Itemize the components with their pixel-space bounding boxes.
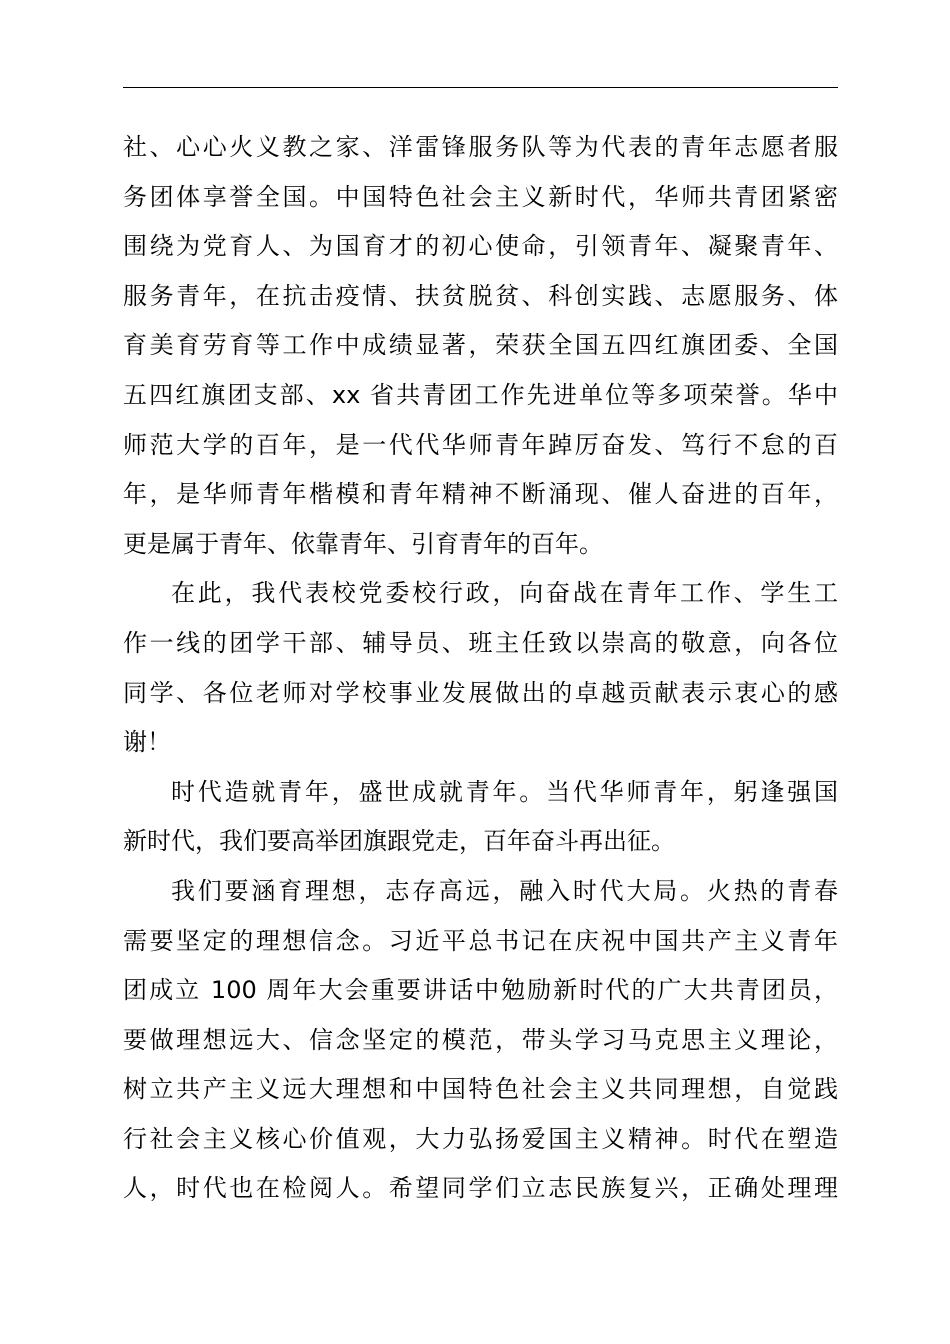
text-line: 更是属于青年、依靠青年、引育青年的百年。 <box>123 529 603 558</box>
text-line: 五四红旗团支部、xx 省共青团工作先进单位等多项荣誉。华中 <box>123 380 838 409</box>
text-line: 作一线的团学干部、辅导员、班主任致以崇高的敬意，向各位 <box>123 628 838 657</box>
text-line: 树立共产主义远大理想和中国特色社会主义共同理想，自觉践 <box>123 1075 838 1104</box>
paragraph-2 <box>123 569 838 767</box>
text-line: 同学、各位老师对学校事业发展做出的卓越贡献表示衷心的感 <box>123 678 838 707</box>
paragraph-4 <box>123 867 838 1214</box>
text-line: 服务青年，在抗击疫情、扶贫脱贫、科创实践、志愿服务、体 <box>123 281 838 310</box>
text-line: 年，是华师青年楷模和青年精神不断涌现、催人奋进的百年， <box>123 480 838 509</box>
text-line: 育美育劳育等工作中成绩显著，荣获全国五四红旗团委、全国 <box>123 331 838 360</box>
paragraph-3 <box>123 768 838 867</box>
text-line: 社、心心火义教之家、洋雷锋服务队等为代表的青年志愿者服 <box>123 133 838 161</box>
text-line: 团成立 100 周年大会重要讲话中勉励新时代的广大共青团员， <box>123 976 838 1005</box>
text-line: 人，时代也在检阅人。希望同学们立志民族复兴，正确处理理 <box>123 1174 838 1203</box>
text-line: 围绕为党育人、为国育才的初心使命，引领青年、凝聚青年、 <box>123 232 838 261</box>
text-line: 时代造就青年，盛世成就青年。当代华师青年，躬逢强国 <box>171 777 838 806</box>
paragraph-1 <box>123 123 838 569</box>
text-line: 务团体享誉全国。中国特色社会主义新时代，华师共青团紧密 <box>123 182 838 211</box>
text-line: 我们要涵育理想，志存高远，融入时代大局。火热的青春 <box>171 876 838 905</box>
text-line: 在此，我代表校党委校行政，向奋战在青年工作、学生工 <box>171 579 838 608</box>
text-line: 要做理想远大、信念坚定的模范，带头学习马克思主义理论， <box>123 1025 838 1054</box>
header-rule <box>123 87 838 88</box>
document-body <box>123 123 838 1214</box>
text-line: 需要坚定的理想信念。习近平总书记在庆祝中国共产主义青年 <box>123 926 838 955</box>
text-line: 新时代，我们要高举团旗跟党走，百年奋斗再出征。 <box>123 827 675 856</box>
text-line: 师范大学的百年，是一代代华师青年踔厉奋发、笃行不怠的百 <box>123 430 838 459</box>
text-line: 行社会主义核心价值观，大力弘扬爱国主义精神。时代在塑造 <box>123 1124 838 1153</box>
text-line: 谢！ <box>123 728 171 757</box>
